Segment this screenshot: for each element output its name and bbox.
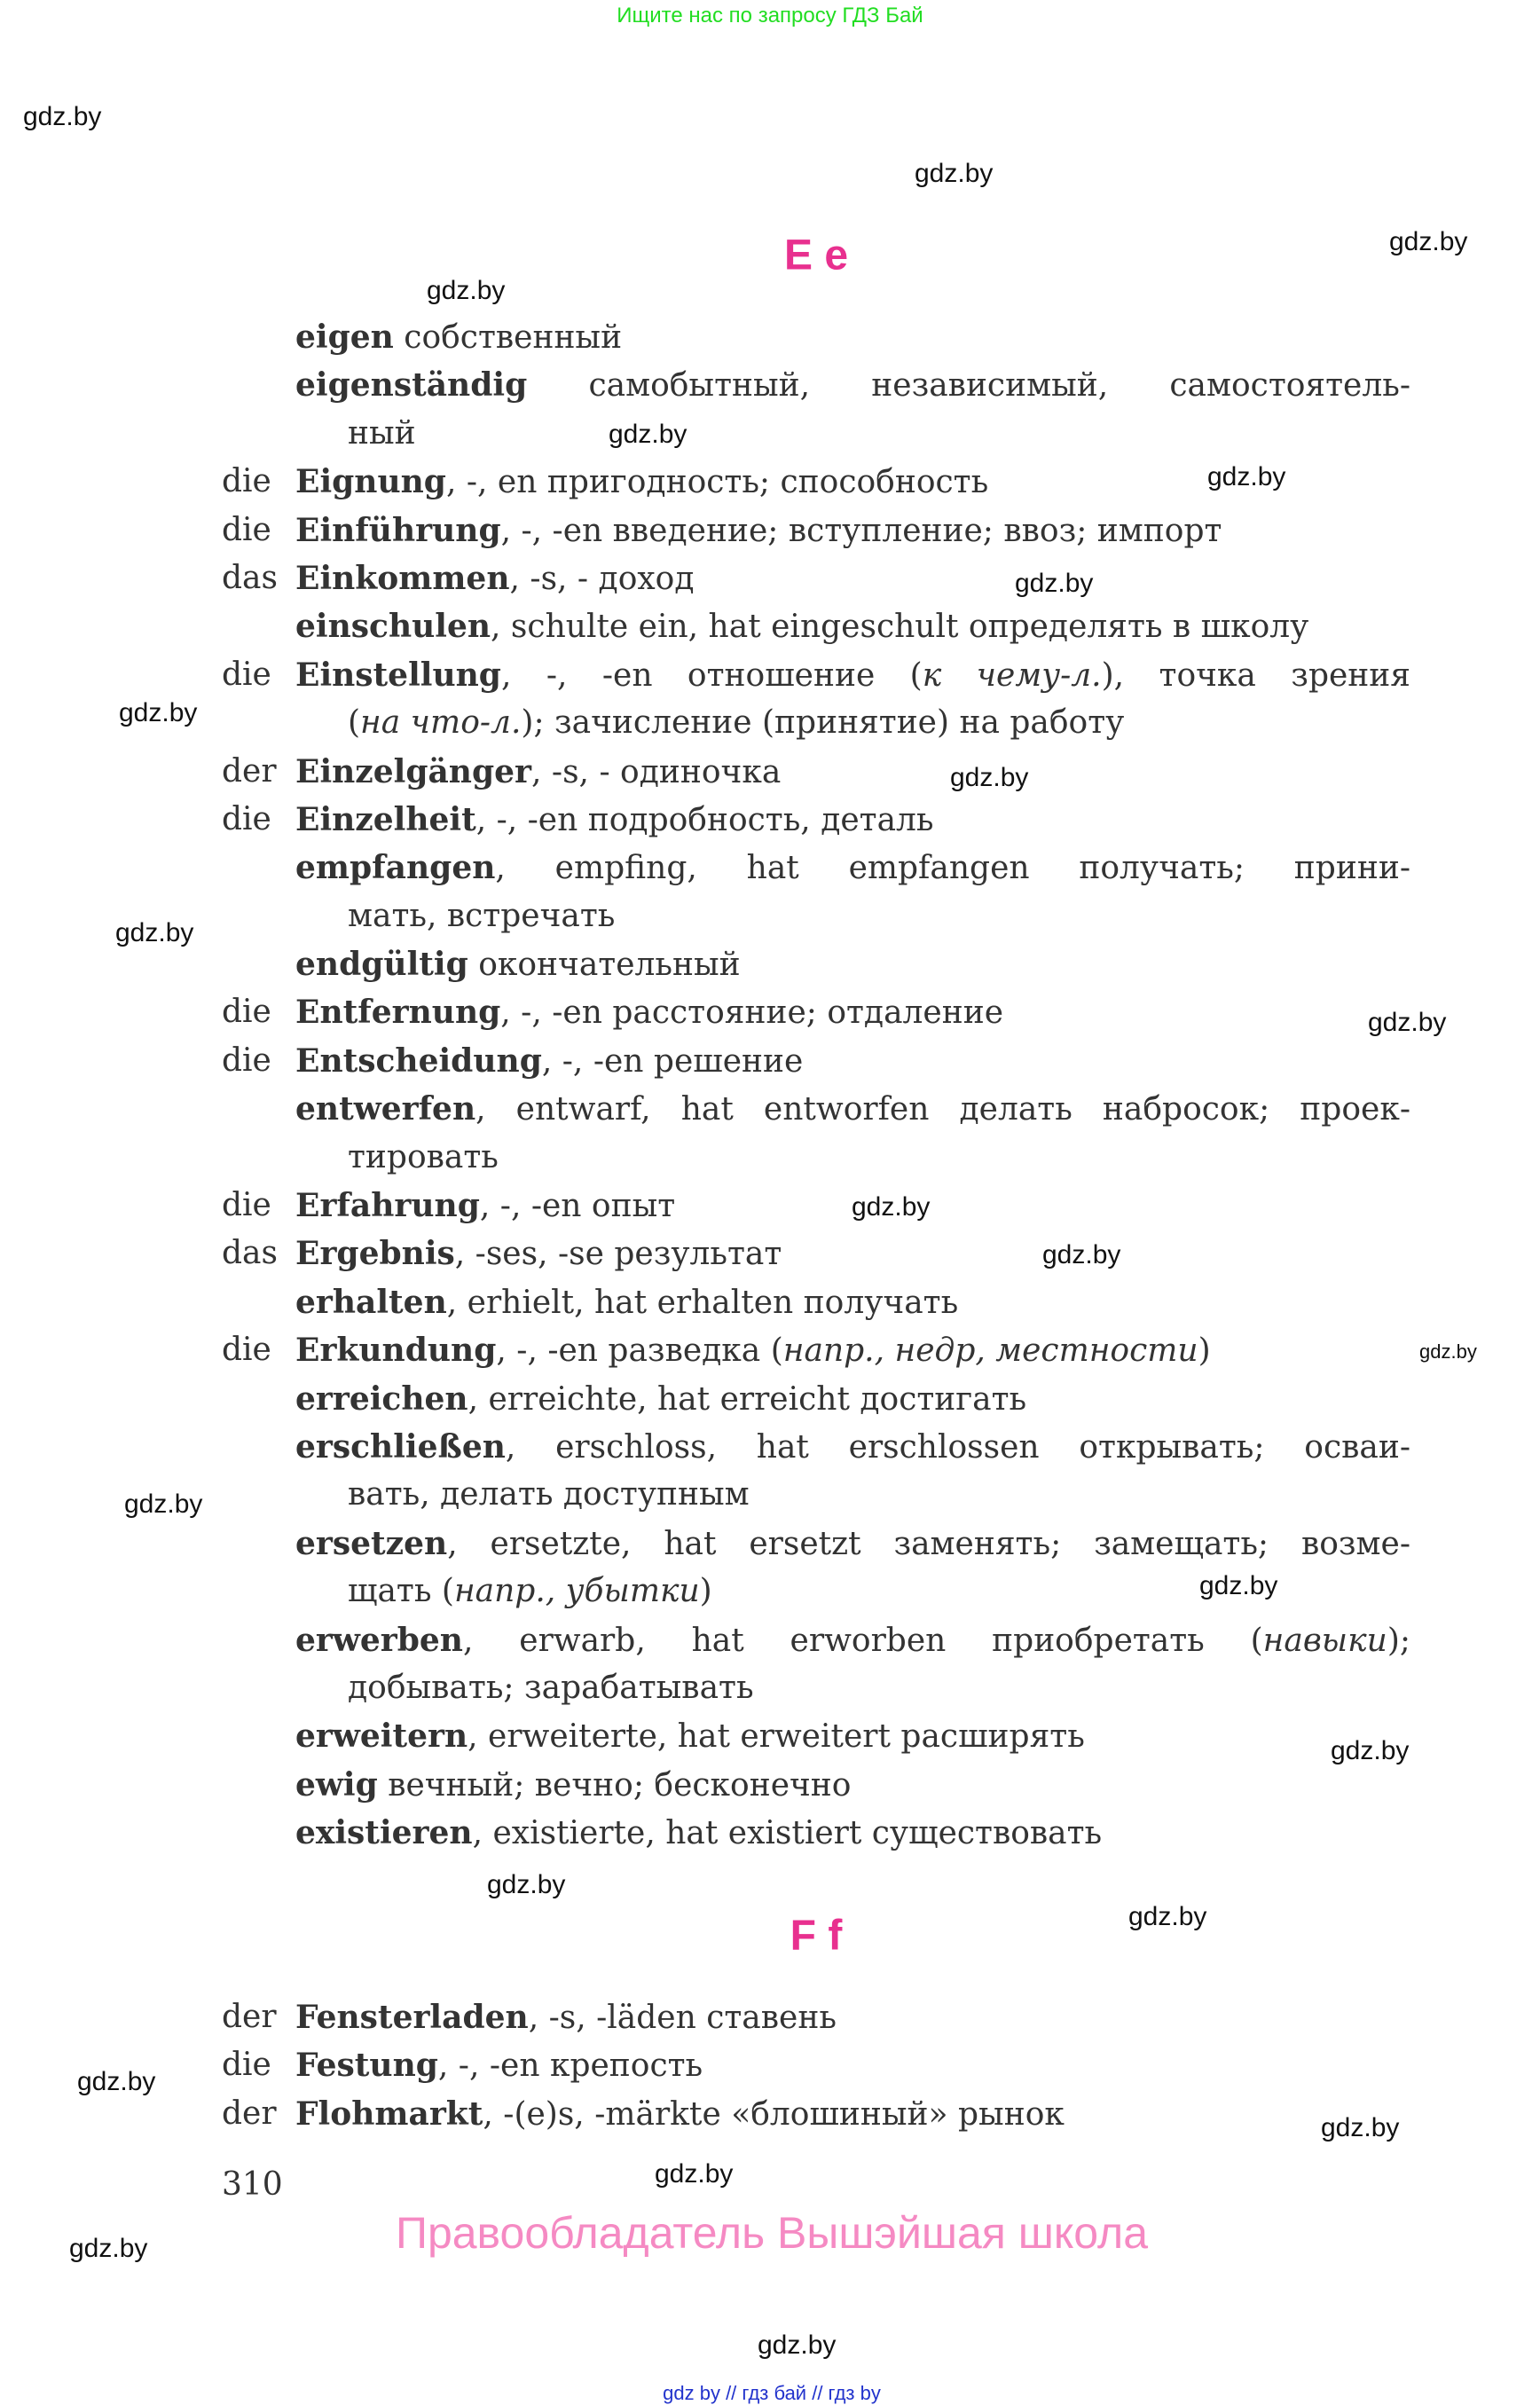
copyright-notice: Правообладатель Вышэйшая школа xyxy=(396,2208,1148,2258)
watermark: gdz.by xyxy=(1207,462,1286,491)
entry-body xyxy=(348,892,1410,940)
entry-translation: , -, -en подробность, деталь xyxy=(475,801,934,838)
entry-body xyxy=(295,988,1410,1037)
entry-body xyxy=(295,1037,1410,1086)
watermark: gdz.by xyxy=(427,276,506,305)
dictionary-entry xyxy=(222,1761,1410,1809)
entry-translation: тировать xyxy=(348,1138,499,1175)
entry-body xyxy=(295,507,1410,555)
entry-article: die xyxy=(222,656,271,693)
dictionary-entry xyxy=(222,651,1410,699)
entry-body xyxy=(348,1471,1410,1519)
entry-headword: ersetzen xyxy=(295,1524,448,1562)
entry-body xyxy=(295,2090,1410,2139)
entry-article: die xyxy=(222,463,271,500)
entry-article: die xyxy=(222,1332,271,1369)
entry-headword: Eignung xyxy=(295,463,446,501)
entry-headword: Einkommen xyxy=(295,559,510,597)
entry-usage-note: на что-л. xyxy=(360,704,522,742)
dictionary-entry xyxy=(222,1809,1410,1857)
entry-translation: щать ( xyxy=(348,1573,454,1610)
dictionary-entry xyxy=(222,1375,1410,1423)
dictionary-entry xyxy=(222,554,1410,602)
entry-translation: , entwarf, hat entworfen делать набросок; проек- xyxy=(475,1091,1410,1128)
entry-usage-note: напр., убытки xyxy=(453,1573,700,1610)
entry-translation: мать, встречать xyxy=(348,897,616,934)
dictionary-entry xyxy=(222,748,1410,796)
entry-body xyxy=(295,1761,1410,1810)
entry-article: der xyxy=(222,1999,277,2035)
entry-translation: , -, -en решение xyxy=(541,1042,804,1080)
entry-body xyxy=(295,1993,1410,2042)
entry-translation: ) xyxy=(699,1573,712,1610)
entry-translation: ) xyxy=(1198,1332,1211,1370)
entry-body xyxy=(295,1326,1410,1375)
entry-body xyxy=(348,699,1410,747)
entry-usage-note: навыки xyxy=(1262,1622,1387,1659)
entry-translation: ( xyxy=(348,704,361,742)
watermark: gdz.by xyxy=(950,763,1029,792)
entry-body xyxy=(295,554,1410,603)
entry-translation: , ersetzte, hat ersetzt заменять; замещать; возме- xyxy=(447,1525,1410,1562)
watermark: gdz.by xyxy=(758,2330,837,2360)
entry-translation: ); xyxy=(1387,1622,1410,1659)
entry-translation: , -s, -läden ставень xyxy=(528,2000,837,2036)
entry-headword: Erkundung xyxy=(295,1332,497,1370)
watermark: gdz.by xyxy=(915,159,994,188)
entry-headword: erschließen xyxy=(295,1427,506,1466)
entry-translation: , -s, - одиночка xyxy=(531,753,782,790)
entry-translation: , -, -en опыт xyxy=(479,1188,676,1225)
entry-headword: erweitern xyxy=(295,1717,468,1756)
dictionary-entry xyxy=(222,2041,1410,2089)
entry-translation: вечный; вечно; бесконечно xyxy=(377,1766,852,1804)
entry-translation: ), точка зрения xyxy=(1101,656,1410,694)
entry-headword: Flohmarkt xyxy=(295,2095,483,2133)
entry-headword: eigen xyxy=(295,318,394,356)
entry-article: die xyxy=(222,511,271,548)
entry-body xyxy=(295,748,1410,797)
entry-translation: , -ses, -se результат xyxy=(454,1236,782,1273)
entry-article: die xyxy=(222,800,271,837)
dictionary-entry xyxy=(222,1712,1410,1760)
entry-translation: , -, -en введение; вступление; ввоз; импорт xyxy=(500,512,1222,549)
watermark: gdz.by xyxy=(124,1489,203,1519)
entry-translation: окончательный xyxy=(468,947,741,984)
entry-headword: einschulen xyxy=(295,608,491,646)
dictionary-entry xyxy=(222,507,1410,554)
entry-body xyxy=(295,1230,1410,1278)
entry-continuation-line xyxy=(222,699,1410,747)
dictionary-entry xyxy=(222,1326,1410,1374)
section-heading-f: F f xyxy=(790,1912,843,1960)
entry-usage-note: к чему-л. xyxy=(922,656,1102,694)
dictionary-entry xyxy=(222,361,1410,409)
entry-headword: empfangen xyxy=(295,849,496,887)
dictionary-entry xyxy=(222,2090,1410,2138)
entry-translation: самобытный, независимый, самостоятель- xyxy=(527,367,1410,405)
entry-body xyxy=(295,1520,1410,1568)
watermark: gdz.by xyxy=(1321,2113,1400,2142)
dictionary-entry xyxy=(222,1993,1410,2041)
entry-headword: entwerfen xyxy=(295,1090,476,1128)
entry-headword: Einzelheit xyxy=(295,800,476,838)
entry-body xyxy=(295,1085,1410,1133)
watermark: gdz.by xyxy=(119,698,198,727)
dictionary-section-f xyxy=(222,1993,1410,2138)
entry-article: die xyxy=(222,2047,271,2084)
entry-headword: erwerben xyxy=(295,1621,463,1659)
watermark: gdz.by xyxy=(23,102,102,131)
dictionary-entry xyxy=(222,1230,1410,1277)
entry-article: das xyxy=(222,1235,278,1272)
entry-headword: Festung xyxy=(295,2047,438,2085)
watermark: gdz.by xyxy=(852,1192,931,1222)
entry-headword: erhalten xyxy=(295,1283,447,1321)
dictionary-entry xyxy=(222,602,1410,650)
section-heading-e: E e xyxy=(783,232,849,279)
entry-translation: , -s, - доход xyxy=(509,560,695,597)
entry-headword: ewig xyxy=(295,1765,378,1804)
entry-translation: , erreichte, hat erreicht достигать xyxy=(468,1380,1027,1418)
watermark: gdz.by xyxy=(1128,1902,1207,1931)
entry-translation: , erwarb, hat erworben приобретать ( xyxy=(462,1622,1263,1659)
entry-headword: endgültig xyxy=(295,946,468,984)
page-number: 310 xyxy=(222,2166,283,2203)
entry-body xyxy=(295,1616,1410,1664)
entry-body xyxy=(295,796,1410,845)
entry-continuation-line xyxy=(222,892,1410,940)
entry-body xyxy=(295,1375,1410,1424)
entry-article: der xyxy=(222,752,277,790)
watermark: gdz.by xyxy=(1419,1340,1477,1363)
entry-translation: , -, -en отношение ( xyxy=(500,656,923,694)
dictionary-entry xyxy=(222,1037,1410,1085)
entry-body xyxy=(348,1134,1410,1182)
entry-usage-note: напр., недр, местности xyxy=(782,1332,1198,1370)
entry-headword: Ergebnis xyxy=(295,1235,455,1273)
dictionary-entry xyxy=(222,1278,1410,1326)
watermark: gdz.by xyxy=(1331,1736,1410,1765)
entry-headword: erreichen xyxy=(295,1379,468,1418)
entry-article: die xyxy=(222,994,271,1031)
entry-article: die xyxy=(222,1041,271,1079)
dictionary-entry xyxy=(222,1085,1410,1133)
entry-body xyxy=(348,410,1410,458)
search-banner: Ищите нас по запросу ГДЗ Бай xyxy=(617,4,923,28)
bottom-links[interactable]: gdz by // гдз бай // гдз by xyxy=(663,2382,881,2404)
entry-translation: , erschloss, hat erschlossen открывать; осваи- xyxy=(505,1428,1410,1466)
entry-translation: , schulte ein, hat eingeschult определять в школу xyxy=(491,609,1309,646)
dictionary-entry xyxy=(222,1182,1410,1230)
entry-translation: ); зачисление (принятие) на работу xyxy=(521,704,1125,742)
entry-continuation-line xyxy=(222,410,1410,458)
entry-translation: , erweiterte, hat erweitert расширять xyxy=(468,1718,1085,1756)
watermark: gdz.by xyxy=(609,420,688,449)
entry-headword: Einführung xyxy=(295,511,501,549)
watermark: gdz.by xyxy=(1015,569,1094,598)
watermark: gdz.by xyxy=(1199,1571,1278,1600)
entry-article: das xyxy=(222,559,278,596)
watermark: gdz.by xyxy=(115,918,194,947)
entry-body xyxy=(295,1809,1410,1858)
entry-translation: , empfing, hat empfangen получать; прини- xyxy=(495,850,1410,887)
entry-body xyxy=(295,2041,1410,2090)
entry-headword: Entscheidung xyxy=(295,1041,542,1080)
dictionary-entry xyxy=(222,940,1410,988)
entry-article: die xyxy=(222,1187,271,1224)
dictionary-entry xyxy=(222,796,1410,844)
watermark: gdz.by xyxy=(69,2234,148,2263)
entry-translation: , -, -en расстояние; отдаление xyxy=(500,994,1004,1032)
entry-body xyxy=(295,1712,1410,1761)
dictionary-entry xyxy=(222,844,1410,892)
watermark: gdz.by xyxy=(1368,1008,1447,1037)
entry-continuation-line xyxy=(222,1664,1410,1712)
dictionary-entry xyxy=(222,988,1410,1036)
entry-body xyxy=(295,313,1410,362)
entry-body xyxy=(295,1278,1410,1327)
entry-body xyxy=(295,940,1410,989)
entry-article: der xyxy=(222,2095,277,2132)
watermark: gdz.by xyxy=(77,2067,156,2096)
entry-headword: Einstellung xyxy=(295,656,501,694)
dictionary-entry xyxy=(222,1423,1410,1471)
entry-body xyxy=(295,1423,1410,1471)
entry-translation: собственный xyxy=(393,319,623,356)
watermark: gdz.by xyxy=(655,2159,734,2189)
entry-body xyxy=(295,361,1410,409)
dictionary-section-e xyxy=(222,313,1410,1858)
watermark: gdz.by xyxy=(487,1870,566,1899)
entry-body xyxy=(295,651,1410,699)
dictionary-entry xyxy=(222,1520,1410,1568)
entry-headword: existieren xyxy=(295,1814,473,1852)
entry-translation: вать, делать доступным xyxy=(348,1476,750,1513)
entry-headword: Einzelgänger xyxy=(295,752,532,790)
entry-translation: , existierte, hat existiert существовать xyxy=(472,1815,1103,1852)
watermark: gdz.by xyxy=(1042,1240,1121,1269)
entry-translation: , -, -en крепость xyxy=(437,2047,703,2085)
entry-body xyxy=(295,844,1410,892)
entry-continuation-line xyxy=(222,1134,1410,1182)
entry-translation: добывать; зарабатывать xyxy=(348,1669,754,1706)
entry-translation: , -, en пригодность; способность xyxy=(445,464,989,501)
entry-translation: , -(e)s, -märkte «блошиный» рынок xyxy=(483,2095,1065,2133)
entry-body xyxy=(348,1664,1410,1712)
dictionary-entry xyxy=(222,1616,1410,1664)
dictionary-entry xyxy=(222,313,1410,361)
entry-headword: Fensterladen xyxy=(295,1999,529,2036)
entry-continuation-line xyxy=(222,1471,1410,1519)
watermark: gdz.by xyxy=(1389,227,1468,256)
entry-headword: Erfahrung xyxy=(295,1187,480,1225)
entry-headword: Entfernung xyxy=(295,994,501,1032)
entry-translation: , erhielt, hat erhalten получать xyxy=(446,1284,959,1321)
entry-body xyxy=(295,602,1410,651)
entry-headword: eigenständig xyxy=(295,366,528,405)
entry-translation: , -, -en разведка ( xyxy=(496,1332,783,1370)
entry-translation: ный xyxy=(348,414,416,452)
